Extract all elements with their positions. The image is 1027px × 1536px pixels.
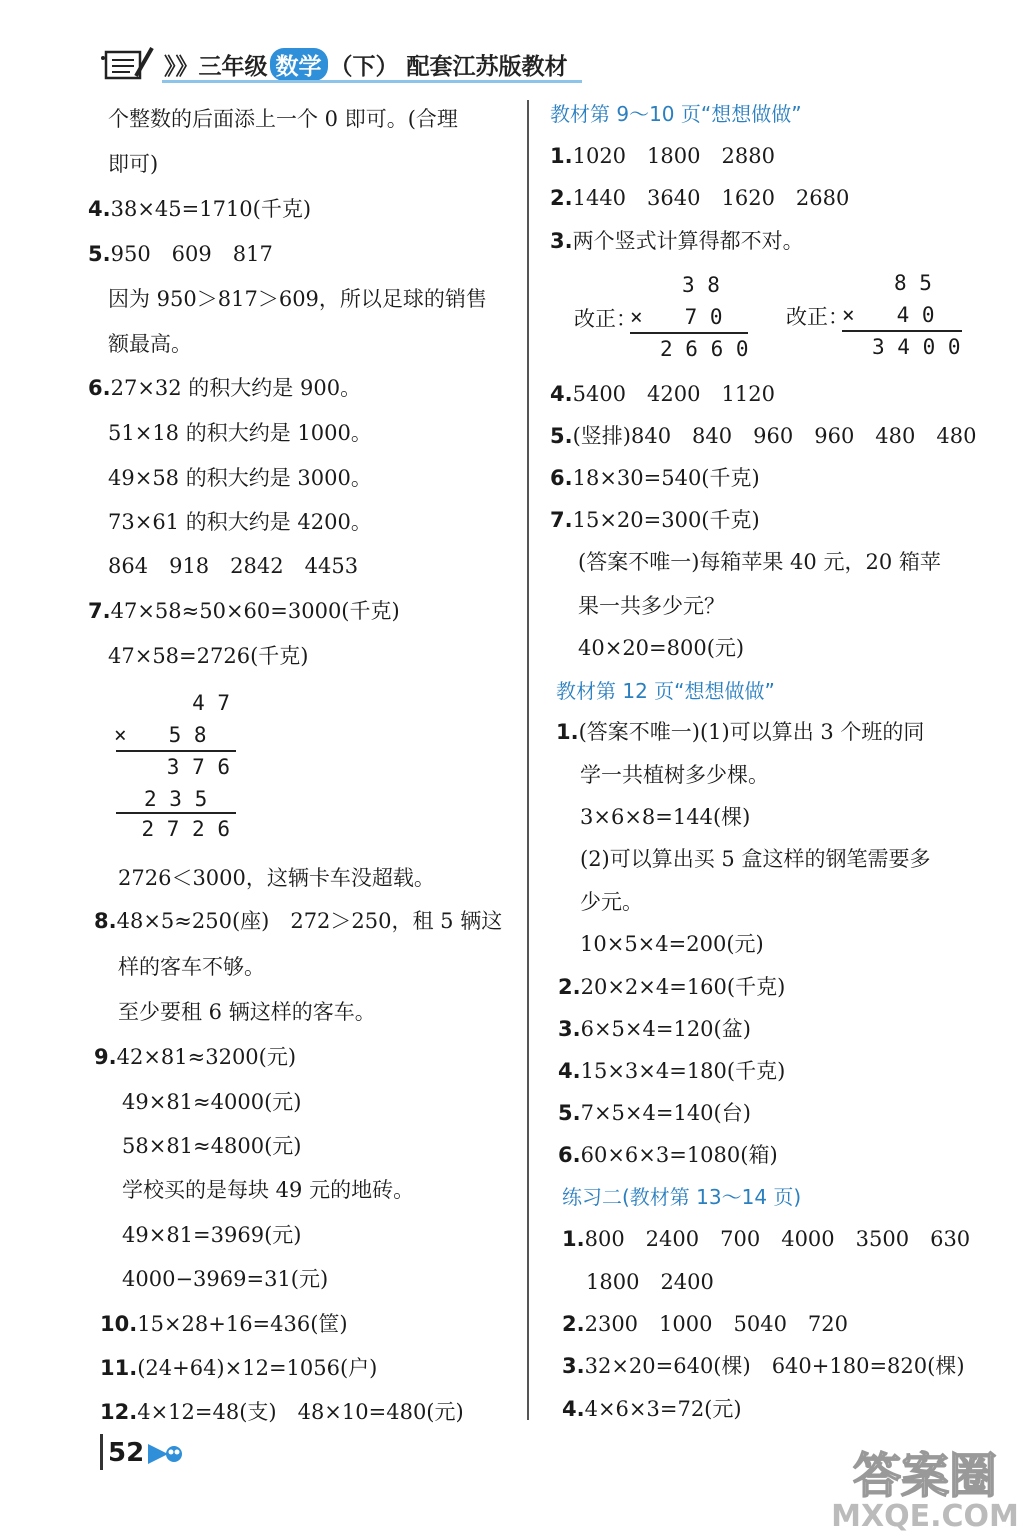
practice-answer-1f: 10×5×4=200(元): [580, 932, 764, 956]
vcalc-row: 2 3 5: [144, 787, 208, 811]
vcalc-row: 3 4 0 0: [872, 335, 961, 359]
header-term: （下）: [329, 54, 399, 80]
section-heading-pages-9-10: 教材第 9～10 页“想想做做”: [550, 102, 802, 126]
answer-11: 11.(24+64)×12=1056(户): [100, 1356, 378, 1380]
header-marks: 》》: [164, 54, 199, 80]
section-heading-exercise-2: 练习二(教材第 13～14 页): [562, 1185, 802, 1209]
answer-8: 8.48×5≈250(座) 272＞250，租 5 辆这: [94, 909, 503, 933]
practice-answer-6: 6.60×6×3=1080(箱): [558, 1143, 778, 1167]
vcalc-row: 8 5: [894, 271, 932, 295]
right-answer-7c: 果一共多少元？: [578, 594, 725, 618]
page-header: [88, 40, 588, 88]
vcalc-rule: [630, 332, 748, 334]
practice-answer-5: 5.7×5×4=140(台): [558, 1101, 751, 1125]
vcalc-row: 2 7 2 6: [141, 817, 230, 841]
answer-5-reason: 因为 950＞817＞609，所以足球的销售: [108, 287, 487, 311]
section-heading-page-12: 教材第 12 页“想想做做”: [556, 679, 775, 703]
vcalc-row: × 5 8: [114, 723, 207, 747]
page-number: 52: [108, 1438, 145, 1468]
exercise-answer-3: 3.32×20=640(棵) 640+180=820(棵): [562, 1354, 965, 1378]
right-answer-1: 1.1020 1800 2880: [550, 144, 775, 168]
vcalc-rule: [842, 330, 962, 332]
watermark-logo: [830, 1440, 1020, 1532]
answer-9b: 49×81≈4000(元): [122, 1090, 302, 1114]
exercise-answer-1: 1.800 2400 700 4000 3500 630: [562, 1227, 971, 1251]
answer-5-conclusion: 额最高。: [108, 332, 192, 356]
header-grade: 三年级: [198, 54, 268, 80]
right-answer-7: 7.15×20=300(千克): [550, 508, 760, 532]
vcalc-row: 2 6 6 0: [660, 337, 749, 361]
exercise-answer-2: 2.2300 1000 5040 720: [562, 1312, 849, 1336]
answer-9f: 4000−3969=31(元): [122, 1267, 329, 1291]
exercise-answer-4: 4.4×6×3=72(元): [562, 1397, 742, 1421]
right-answer-6: 6.18×30=540(千克): [550, 466, 760, 490]
svg-text:答案圈: 答案圈: [852, 1448, 998, 1504]
answer-9d: 学校买的是每块 49 元的地砖。: [122, 1178, 415, 1202]
practice-answer-1b: 学一共植树多少棵。: [580, 763, 769, 787]
right-answer-5: 5.(竖排)840 840 960 960 480 480: [550, 424, 977, 448]
practice-answer-2: 2.20×2×4=160(千克): [558, 975, 786, 999]
right-answer-4: 4.5400 4200 1120: [550, 382, 775, 406]
answer-6e: 864 918 2842 4453: [108, 554, 359, 578]
practice-answer-4: 4.15×3×4=180(千克): [558, 1059, 786, 1083]
practice-answer-1e: 少元。: [580, 890, 643, 914]
vcalc-row: 3 8: [682, 273, 720, 297]
answer-4: 4.38×45=1710(千克): [88, 197, 312, 221]
vertical-calculation-47x58: [112, 690, 242, 850]
correction-label-a: 改正：: [574, 307, 637, 331]
vcalc-row: 3 7 6: [166, 755, 230, 779]
answer-7: 7.47×58≈50×60=3000(千克): [88, 599, 400, 623]
vcalc-rule: [116, 750, 236, 752]
header-title: [164, 48, 568, 81]
header-subject: 数学: [270, 48, 328, 81]
header-underline: [162, 80, 582, 83]
practice-answer-3: 3.6×5×4=120(盆): [558, 1017, 751, 1041]
practice-answer-1d: (2)可以算出买 5 盒这样的钢笔需要多: [580, 847, 931, 871]
answer-6b: 51×18 的积大约是 1000。: [108, 421, 372, 445]
answer-9c: 58×81≈4800(元): [122, 1134, 302, 1158]
answer-7b: 47×58=2726(千克): [108, 644, 309, 668]
vcalc-row: 4 7: [192, 691, 230, 715]
right-answer-2: 2.1440 3640 1620 2680: [550, 186, 850, 210]
exercise-answer-1b: 1800 2400: [586, 1270, 714, 1294]
arrow-decoration-icon: [146, 1440, 186, 1468]
footer-bar: [100, 1434, 103, 1470]
answer-6d: 73×61 的积大约是 4200。: [108, 510, 372, 534]
practice-answer-1: 1.(答案不唯一)(1)可以算出 3 个班的同: [556, 720, 925, 744]
answer-9: 9.42×81≈3200(元): [94, 1045, 297, 1069]
answer-6c: 49×58 的积大约是 3000。: [108, 466, 372, 490]
answer-10: 10.15×28+16=436(筐): [100, 1312, 348, 1336]
answer-5: 5.950 609 817: [88, 242, 273, 266]
answer-6: 6.27×32 的积大约是 900。: [88, 376, 362, 400]
answer-9e: 49×81=3969(元): [122, 1223, 302, 1247]
vcalc-row: × 4 0: [842, 303, 935, 327]
right-answer-7d: 40×20=800(元): [578, 636, 745, 660]
svg-text:MXQE.COM: MXQE.COM: [831, 1499, 1019, 1532]
right-answer-3: 3.两个竖式计算得都不对。: [550, 229, 804, 253]
left-line-2: 即可): [108, 152, 159, 176]
header-edition: 配套江苏版教材: [406, 54, 568, 80]
vcalc-rule: [116, 812, 236, 814]
correction-label-b: 改正：: [786, 305, 849, 329]
answer-8c: 至少要租 6 辆这样的客车。: [118, 1000, 376, 1024]
vertical-calculation-38x70: [630, 272, 750, 362]
book-pencil-icon: [100, 44, 156, 84]
right-answer-7b: (答案不唯一)每箱苹果 40 元，20 箱苹: [578, 550, 941, 574]
practice-answer-1c: 3×6×8=144(棵): [580, 805, 751, 829]
vcalc-row: × 7 0: [630, 305, 723, 329]
column-divider: [527, 100, 529, 1420]
answer-12: 12.4×12=48(支) 48×10=480(元): [100, 1400, 464, 1424]
vertical-calculation-85x40: [842, 270, 964, 360]
answer-7c: 2726＜3000，这辆卡车没超载。: [118, 866, 435, 890]
answer-8b: 样的客车不够。: [118, 955, 265, 979]
left-line-1: 个整数的后面添上一个 0 即可。(合理: [108, 107, 458, 131]
